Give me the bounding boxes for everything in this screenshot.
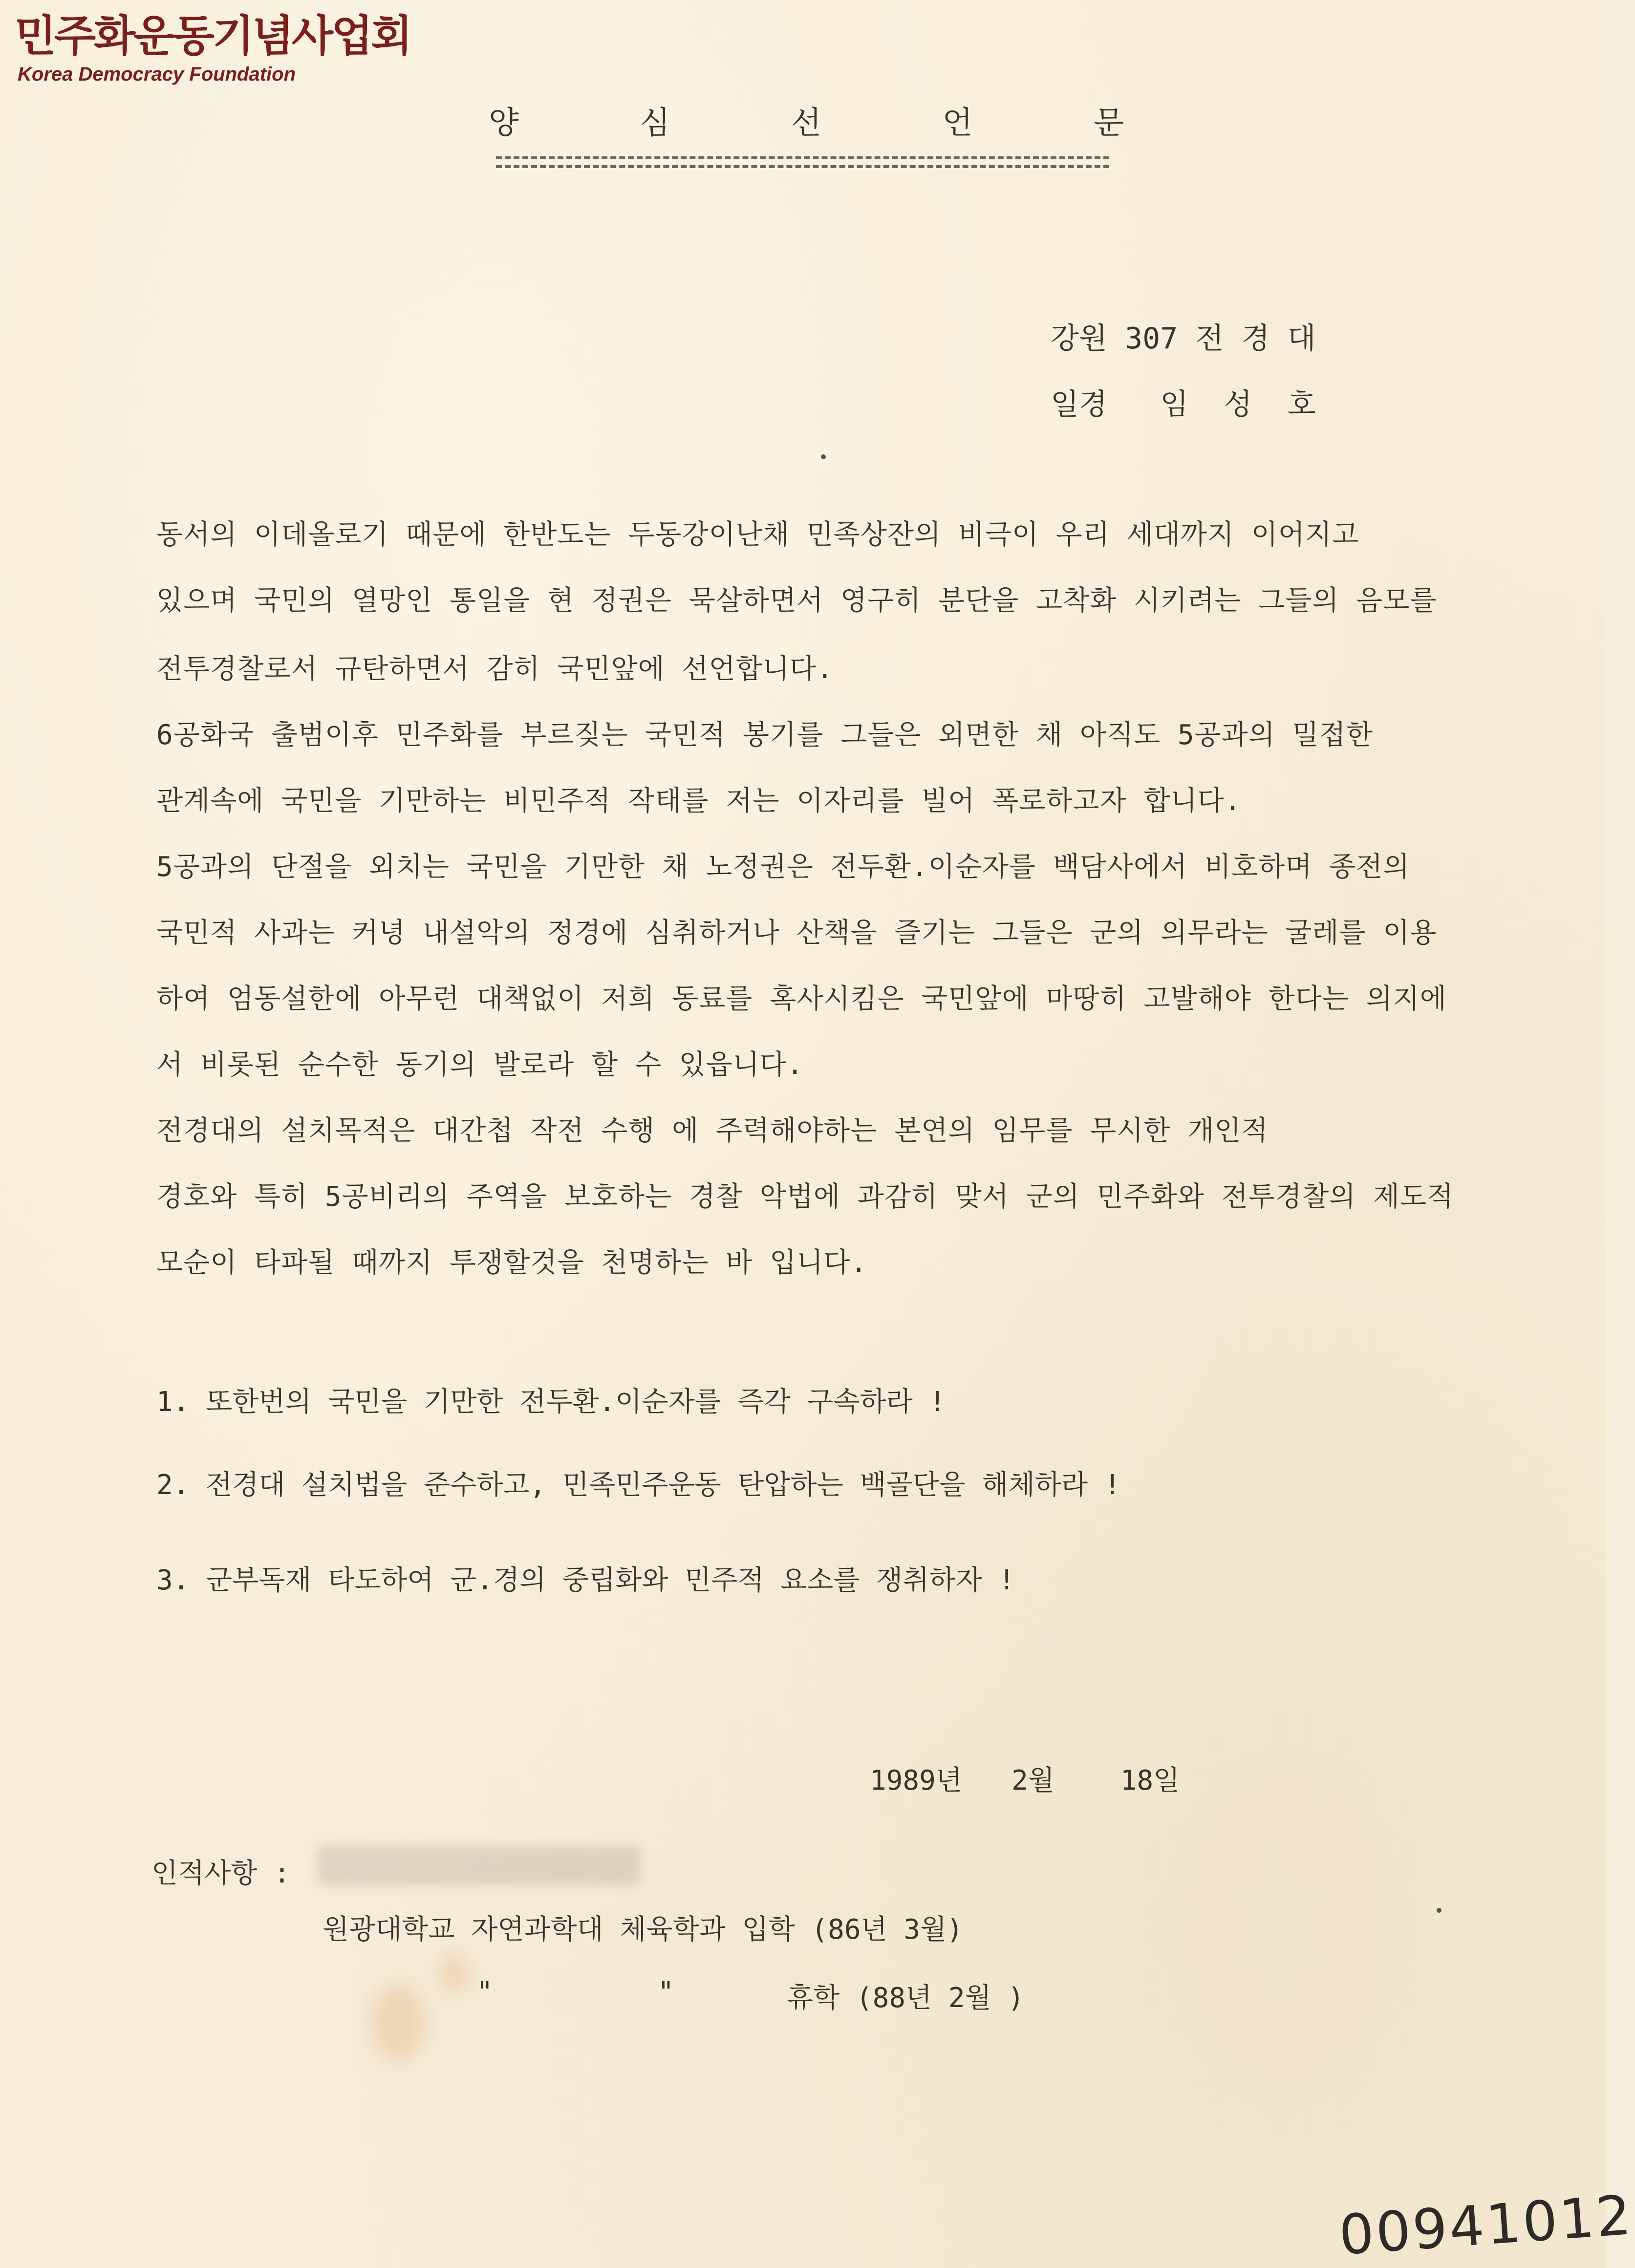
body-line: 하여 엄동설한에 아무런 대책없이 저희 동료를 혹사시킴은 국민앞에 마땅히 고발해야 한다는 의지에 [156,983,1447,1015]
body-line: 모순이 타파될 때까지 투쟁할것을 천명하는 바 입니다. [156,1247,868,1279]
title-underline [496,156,1109,159]
document-date: 1989년 2월 18일 [870,1765,1180,1797]
title-char: 문 [1094,105,1124,141]
body-line: 경호와 특히 5공비리의 주역을 보호하는 경찰 악법에 과감히 맞서 군의 민주화와 전투경찰의 제도적 [156,1181,1454,1213]
demand-item: 2. 전경대 설치법을 준수하고, 민족민주운동 탄압하는 백골단을 해체하라 ! [156,1469,1121,1501]
body-line: 동서의 이데올로기 때문에 한반도는 두동강이난채 민족상잔의 비극이 우리 세대까지 이어지고 [156,519,1359,551]
body-line: 관계속에 국민을 기만하는 비민주적 작태를 저는 이자리를 빌어 폭로하고자 합니다. [156,785,1242,817]
ditto-marks: " " [476,1976,674,2008]
body-line: 6공화국 출범이후 민주화를 부르짖는 국민적 봉기를 그들은 외면한 채 아직도 5공과의 밀접한 [156,719,1373,751]
personal-info-line: 휴학 (88년 2월 ) [787,1982,1025,2014]
demand-item: 3. 군부독재 타도하여 군.경의 중립화와 민주적 요소를 쟁취하자 ! [156,1564,1015,1596]
redacted-area [318,1846,640,1885]
body-line: 전투경찰로서 규탄하면서 감히 국민앞에 선언합니다. [156,653,834,685]
title-char: 심 [640,105,670,141]
archive-number: 00941012 [1337,2183,1635,2268]
title-char: 선 [791,105,821,141]
body-line: 서 비롯된 순수한 동기의 발로라 할 수 있읍니다. [156,1049,804,1081]
logo-korean-text: 민주화운동기념사업회 [15,11,411,61]
document-title [489,98,1124,143]
body-line: 있으며 국민의 열망인 통일을 현 정권은 묵살하면서 영구히 분단을 고착화 시키려는 그들의 음모를 [156,585,1437,617]
body-line: 5공과의 단절을 외치는 국민을 기만한 채 노정권은 전두환.이순자를 백담사에서 비호하며 종전의 [156,851,1410,883]
logo-english-text: Korea Democracy Foundation [18,64,296,85]
foundation-logo [15,11,411,86]
body-line: 국민적 사과는 커녕 내설악의 정경에 심취하거나 산책을 즐기는 그들은 군의 의무라는 굴레를 이용 [156,917,1437,949]
demand-item: 1. 또한번의 국민을 기만한 전두환.이순자를 즉각 구속하라 ! [156,1386,946,1418]
affiliation-person: 일경 임 성 호 [1051,387,1316,422]
title-char: 양 [489,105,519,141]
body-line: 전경대의 설치목적은 대간첩 작전 수행 에 주력해야하는 본연의 임무를 무시한 개인적 [156,1115,1269,1147]
personal-info-line: 원광대학교 자연과학대 체육학과 입학 (86년 3월) [323,1914,963,1946]
title-char: 언 [942,105,973,141]
paper-stain [371,1984,425,2062]
affiliation-unit: 강원 307 전 경 대 [1051,321,1316,356]
ink-dot [1437,1908,1441,1913]
ink-dot [821,454,826,459]
personal-info-label: 인적사항 : [151,1858,290,1889]
title-underline [496,165,1109,168]
paper-stain [440,1954,469,1993]
